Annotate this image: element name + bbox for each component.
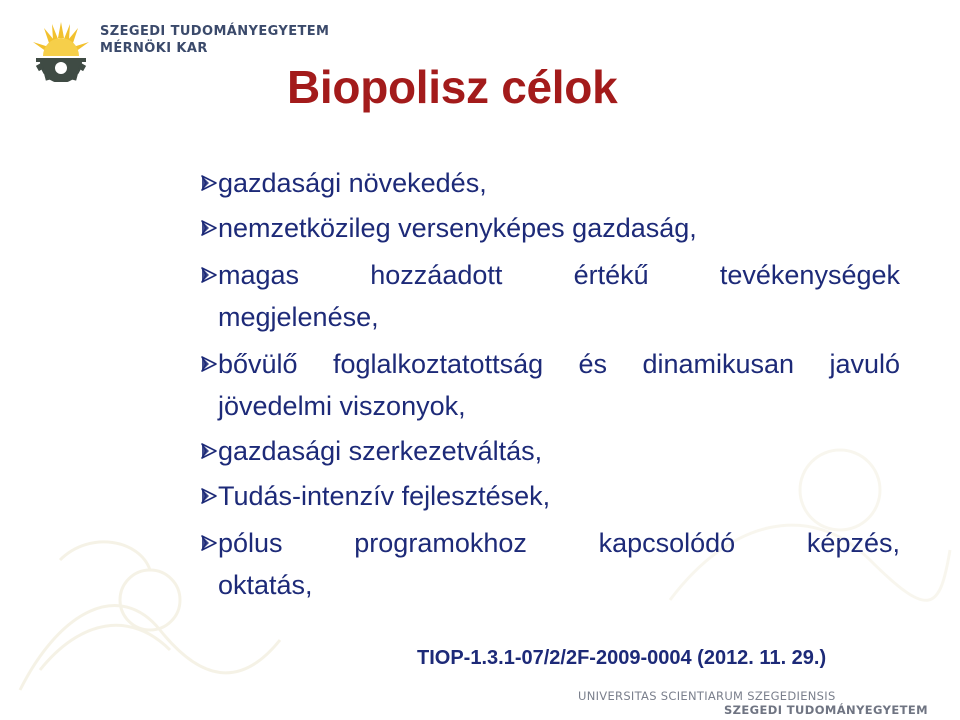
goal-text: gazdasági növekedés, bbox=[218, 168, 487, 198]
goal-text: nemzetközileg versenyképes gazdaság, bbox=[218, 213, 697, 243]
goal-text-continued: oktatás, bbox=[218, 570, 313, 600]
arrowhead-bullet-icon bbox=[200, 174, 218, 192]
university-name bbox=[100, 24, 329, 57]
faculty-name: MÉRNÖKI KAR bbox=[100, 41, 208, 56]
goal-text: bővülő foglalkoztatottság és dinamikusan javuló bbox=[218, 349, 900, 379]
arrowhead-bullet-icon bbox=[200, 442, 218, 460]
goal-list bbox=[200, 163, 900, 610]
arrowhead-bullet-icon bbox=[200, 487, 218, 505]
project-code: TIOP-1.3.1-07/2/2F-2009-0004 (2012. 11. 29.) bbox=[417, 647, 827, 669]
arrowhead-bullet-icon bbox=[200, 534, 218, 552]
goal-item bbox=[200, 521, 900, 607]
slide-title: Biopolisz célok bbox=[287, 61, 618, 113]
goal-item bbox=[200, 161, 900, 205]
university-logo-icon bbox=[30, 20, 92, 82]
footer-latin-name: UNIVERSITAS SCIENTIARUM SZEGEDIENSIS bbox=[578, 689, 836, 703]
goal-text: Tudás-intenzív fejlesztések, bbox=[218, 481, 551, 511]
university-name-line1: SZEGEDI TUDOMÁNYEGYETEM bbox=[100, 24, 330, 39]
goal-text-continued: megjelenése, bbox=[218, 302, 379, 332]
goal-text: gazdasági szerkezetváltás, bbox=[218, 436, 543, 466]
goal-text: pólus programokhoz kapcsolódó képzés, bbox=[218, 528, 900, 558]
goal-item bbox=[200, 429, 900, 473]
goal-text: magas hozzáadott értékű tevékenységek bbox=[218, 260, 900, 290]
goal-item bbox=[200, 253, 900, 339]
arrowhead-bullet-icon bbox=[200, 355, 218, 373]
goal-item bbox=[200, 342, 900, 428]
goal-text-continued: jövedelmi viszonyok, bbox=[218, 391, 466, 421]
goal-item bbox=[200, 474, 900, 518]
goal-item bbox=[200, 206, 900, 250]
arrowhead-bullet-icon bbox=[200, 219, 218, 237]
footer-university-name: SZEGEDI TUDOMÁNYEGYETEM bbox=[724, 703, 928, 717]
arrowhead-bullet-icon bbox=[200, 266, 218, 284]
